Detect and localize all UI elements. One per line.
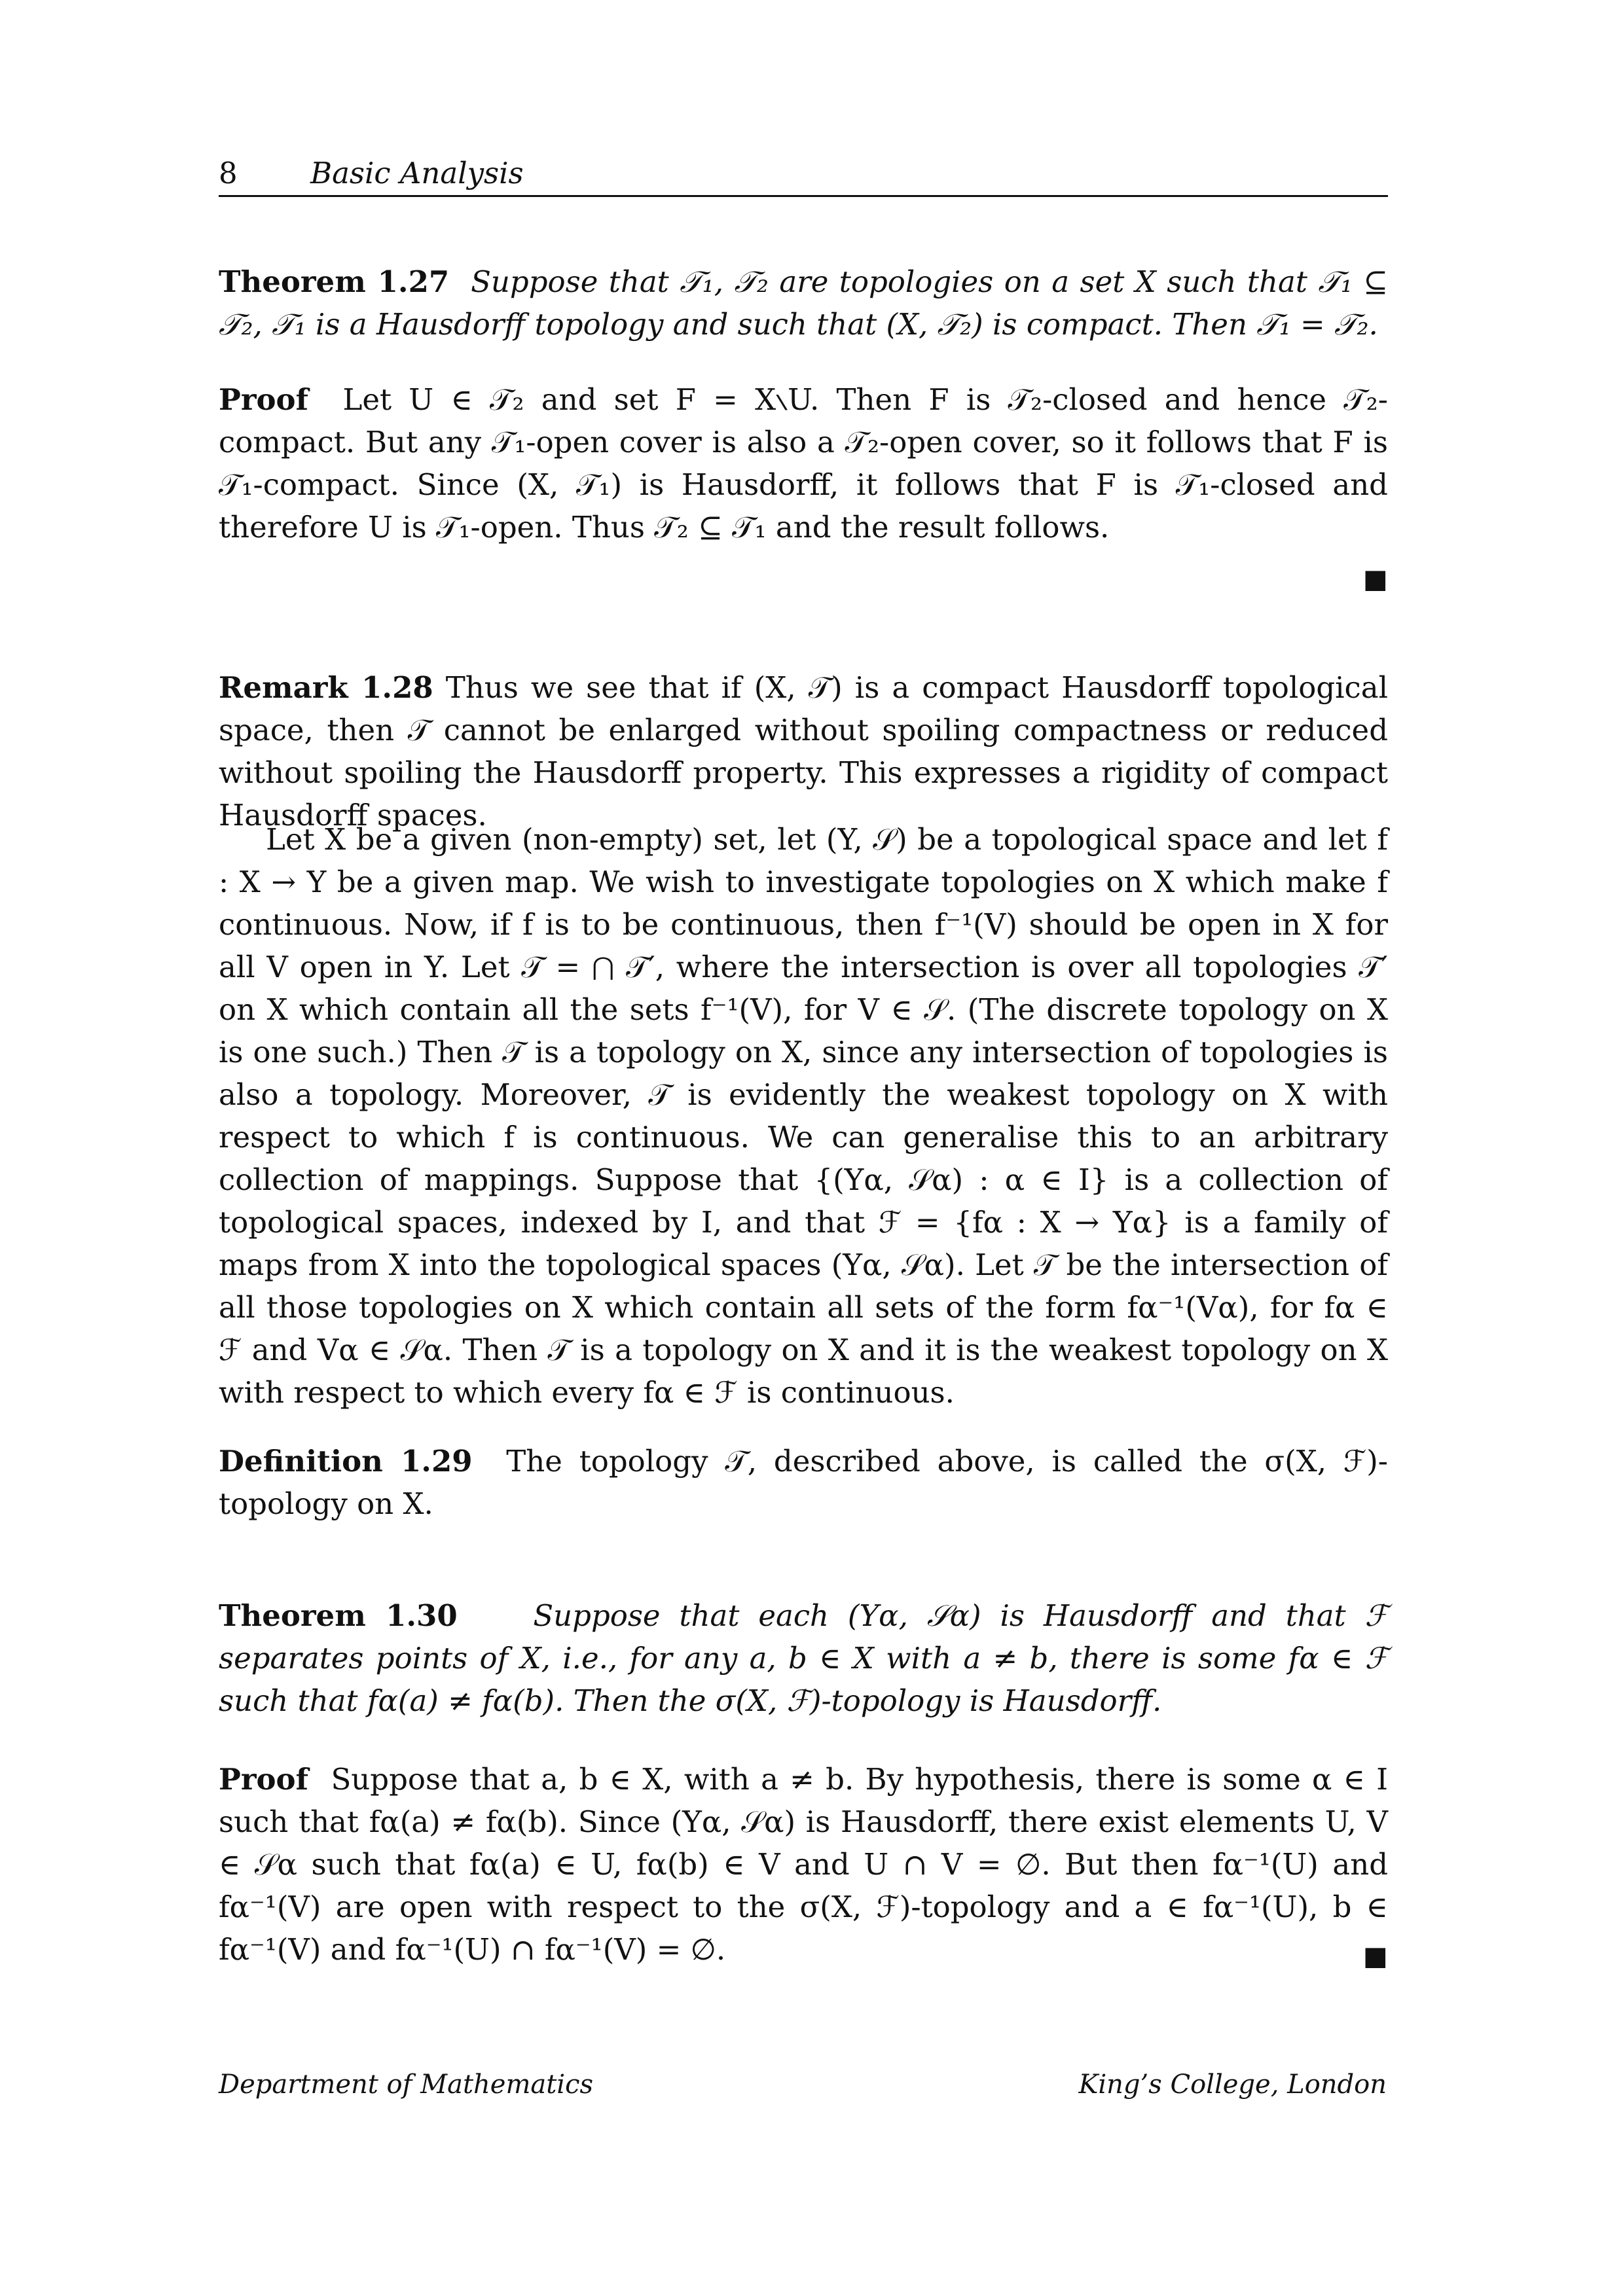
definition-text: The topology 𝒯, described above, is called the σ(X, ℱ)-topology on X. [219,1444,1389,1521]
proof-text: Let U ∈ 𝒯₂ and set F = X∖U. Then F is 𝒯₂-closed and hence 𝒯₂-compact. But any 𝒯₁-open cover is also a 𝒯₂-open cover, so it follows that F is 𝒯₁-compact. Since (X, 𝒯₁) is Hausdorff, it follows that F is 𝒯₁-closed and therefore U is 𝒯₁-open. Thus 𝒯₂ ⊆ 𝒯₁ and the result follows. [219,382,1388,545]
proof-label: Proof [219,382,308,417]
proof-1 [219,378,1388,548]
proof-label: Proof [219,1762,308,1797]
theorem-label: Theorem 1.30 [219,1598,458,1633]
theorem-text: Suppose that 𝒯₁, 𝒯₂ are topologies on a set X such that 𝒯₁ ⊆ 𝒯₂, 𝒯₁ is a Hausdorff topology and such that (X, 𝒯₂) is compact. Then 𝒯₁ = 𝒯₂. [219,264,1388,342]
theorem-1-27 [219,260,1388,346]
remark-label: Remark 1.28 [219,670,433,705]
qed-symbol: ■ [1363,1941,1388,1971]
remark-text: Thus we see that if (X, 𝒯) is a compact Hausdorff topological space, then 𝒯 cannot be enlarged without spoiling compactness or reduced without spoiling the Hausdorff property. This expresses a rigidity of compact Hausdorff spaces. [219,670,1388,833]
remark-1-28 [219,666,1388,836]
footer-department: Department of Mathematics [219,2070,594,2100]
definition-label: Definition 1.29 [219,1444,473,1479]
definition-1-29 [219,1440,1388,1525]
page-header [219,149,1388,197]
qed-symbol: ■ [1363,564,1388,594]
paragraph-text: Let X be a given (non-empty) set, let (Y, 𝒮) be a topological space and let f : X → Y be a given map. We wish to investigate topologies on X which make f continuous. Now, if f is to be continuous, then f⁻¹(V) should be open in X for all V open in Y. Let 𝒯 = ⋂ 𝒯′, where the intersection is over all topologies 𝒯′ on X which contain all the sets f⁻¹(V), for V ∈ 𝒮. (The discrete topology on X is one such.) Then 𝒯 is a topology on X, since any intersection of topologies is also a topology. Moreover, 𝒯 is evidently the weakest topology on X with respect to which f is continuous. We can generalise this to an arbitrary collection of mappings. Suppose that {(Yα, 𝒮α) : α ∈ I} is a collection of topological spaces, indexed by I, and that ℱ = {fα : X → Yα} is a family of maps from X into the topological spaces (Yα, 𝒮α). Let 𝒯 be the intersection of all those topologies on X which contain all sets of the form fα⁻¹(Vα), for fα ∈ ℱ and Vα ∈ 𝒮α. Then 𝒯 is a topology on X and it is the weakest topology on X with respect to which every fα ∈ ℱ is continuous. [219,822,1388,1410]
page-number: 8 [219,156,238,190]
theorem-text: Suppose that each (Yα, 𝒮α) is Hausdorff and that ℱ separates points of X, i.e., for any a, b ∈ X with a ≠ b, there is some fα ∈ ℱ such that fα(a) ≠ fα(b). Then the σ(X, ℱ)-topology is Hausdorff. [219,1598,1388,1718]
footer-college: King’s College, London [1078,2070,1387,2100]
theorem-label: Theorem 1.27 [219,264,450,299]
theorem-1-30 [219,1594,1388,1722]
running-head: Basic Analysis [310,156,524,190]
paragraph [219,818,1388,1414]
proof-2 [219,1758,1388,1971]
proof-text: Suppose that a, b ∈ X, with a ≠ b. By hypothesis, there is some α ∈ I such that fα(a) ≠ fα(b). Since (Yα, 𝒮α) is Hausdorff, there exist elements U, V ∈ 𝒮α such that fα(a) ∈ U, fα(b) ∈ V and U ∩ V = ∅. But then fα⁻¹(U) and fα⁻¹(V) are open with respect to the σ(X, ℱ)-topology and a ∈ fα⁻¹(U), b ∈ fα⁻¹(V) and fα⁻¹(U) ∩ fα⁻¹(V) = ∅. [219,1762,1388,1967]
